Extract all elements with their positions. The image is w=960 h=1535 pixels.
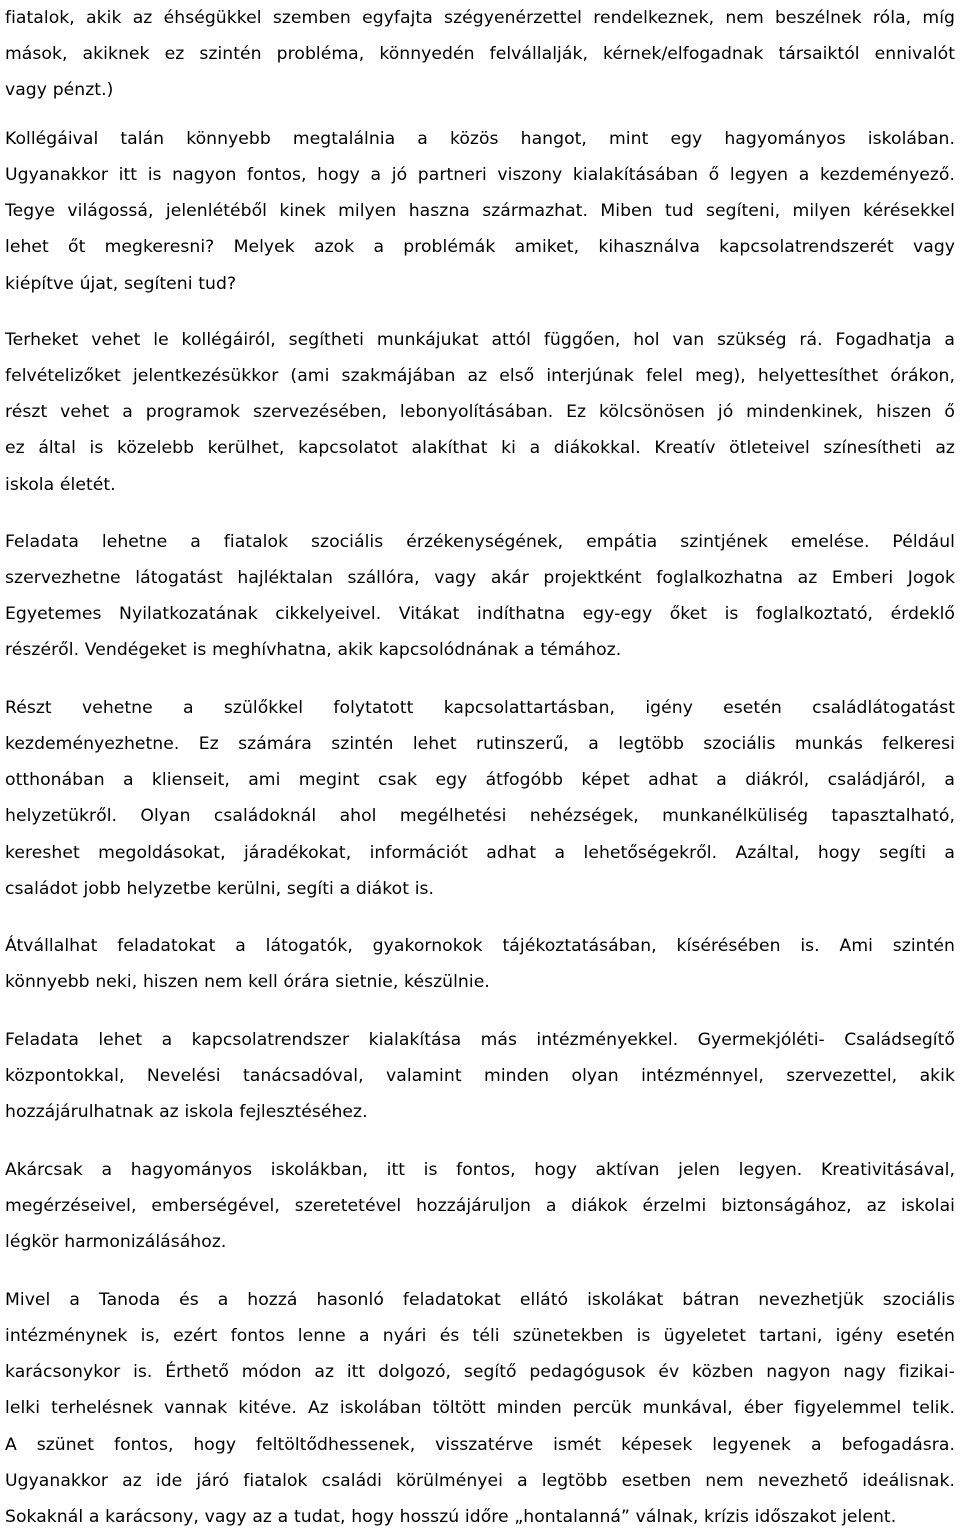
text-line: ez által is közelebb kerülhet, kapcsolatot alakíthat ki a diákokkal. Kreatív ötleteivel színesítheti az (5, 438, 955, 459)
text-line: központokkal, Nevelési tanácsadóval, valamint minden olyan intézménnyel, szervezettel, akik (5, 1066, 955, 1087)
paragraph-1 (5, 0, 955, 108)
text-line: légkör harmonizálásához. (5, 1232, 227, 1253)
text-line: fiatalok, akik az éhségükkel szemben egyfajta szégyenérzettel rendelkeznek, nem beszélnek róla, míg (5, 8, 955, 28)
text-line: Feladata lehet a kapcsolatrendszer kialakítása más intézményekkel. Gyermekjóléti- Családsegítő (5, 1030, 955, 1050)
text-line: kereshet megoldásokat, járadékokat, információt adhat a lehetőségekről. Azáltal, hogy segíti a (5, 842, 955, 863)
text-line: Feladata lehetne a fiatalok szociális érzékenységének, empátia szintjének emelése. Például (5, 532, 955, 552)
text-line: helyzetükről. Olyan családoknál ahol megélhetési nehézségek, munkanélküliség tapasztalható, (5, 806, 955, 827)
text-line: Átvállalhat feladatokat a látogatók, gyakornokok tájékoztatásában, kísérésében is. Ami szintén (5, 936, 955, 956)
text-line: Ugyanakkor az ide járó fiatalok családi körülményei a legtöbb esetben nem nevezhető ideálisnak. (5, 1470, 955, 1491)
text-line: Kollégáival talán könnyebb megtalálnia a közös hangot, mint egy hagyományos iskolában. (5, 129, 955, 149)
text-line: intézménynek is, ezért fontos lenne a nyári és téli szünetekben is ügyeletet tartani, igény esetén (5, 1326, 955, 1347)
text-line: iskola életét. (5, 474, 116, 495)
text-line: Terheket vehet le kollégáiról, segítheti munkájukat attól függően, hol van szükség rá. Fogadhatja a (5, 330, 955, 350)
text-line: kiépítve újat, segíteni tud? (5, 273, 237, 294)
text-line: Tegye világossá, jelenlétéből kinek milyen haszna származhat. Miben tud segíteni, milyen kérésekkel (5, 201, 955, 222)
text-line: családot jobb helyzetbe kerülni, segíti a diákot is. (5, 878, 435, 899)
paragraph-4 (5, 524, 955, 669)
text-line: hozzájárulhatnak az iskola fejlesztéséhez. (5, 1102, 368, 1123)
text-line: Sokaknál a karácsony, vagy az a tudat, hogy hosszú időre „hontalanná” válnak, krízis időszakot jelent. (5, 1506, 897, 1527)
text-line: szervezhetne látogatást hajléktalan szállóra, vagy akár projektként foglalkozhatna az Emberi Jogok (5, 568, 955, 589)
paragraph-8 (5, 1152, 955, 1260)
text-line: Akárcsak a hagyományos iskolákban, itt is fontos, hogy aktívan jelen legyen. Kreativitásával, (5, 1160, 955, 1180)
text-line: lelki terhelésnek vannak kitéve. Az iskolában töltött minden percük munkával, éber figyelemmel telik. (5, 1398, 955, 1419)
text-line: részéről. Vendégeket is meghívhatna, akik kapcsolódnának a témához. (5, 640, 622, 661)
text-line: lehet őt megkeresni? Melyek azok a problémák amiket, kihasználva kapcsolatrendszerét vagy (5, 237, 955, 258)
text-line: Részt vehetne a szülőkkel folytatott kapcsolattartásban, igény esetén családlátogatást (5, 698, 955, 718)
text-line: megérzéseivel, emberségével, szeretetével hozzájáruljon a diákok érzelmi biztonságához, az iskolai (5, 1196, 955, 1217)
text-line: mások, akiknek ez szintén probléma, könnyedén felvállalják, kérnek/elfogadnak társaiktól ennivalót (5, 44, 955, 65)
text-line: könnyebb neki, hiszen nem kell órára sietnie, készülnie. (5, 972, 490, 993)
text-line: kezdeményezhetne. Ez számára szintén lehet rutinszerű, a legtöbb szociális munkás felkeresi (5, 734, 955, 755)
paragraph-9 (5, 1282, 955, 1535)
text-line: karácsonykor is. Érthető módon az itt dolgozó, segítő pedagógusok év közben nagyon nagy fizikai- (5, 1362, 955, 1383)
paragraph-5 (5, 690, 955, 907)
text-line: Mivel a Tanoda és a hozzá hasonló feladatokat ellátó iskolákat bátran nevezhetjük szociális (5, 1290, 955, 1310)
paragraph-7 (5, 1022, 955, 1130)
paragraph-6 (5, 928, 955, 1000)
text-line: részt vehet a programok szervezésében, lebonyolításában. Ez kölcsönösen jó mindenkinek, hiszen ő (5, 402, 955, 423)
text-line: Egyetemes Nyilatkozatának cikkelyeivel. Vitákat indíthatna egy-egy őket is foglalkoztató, érdeklő (5, 604, 955, 625)
text-line: vagy pénzt.) (5, 80, 114, 101)
text-line: otthonában a klienseit, ami megint csak egy átfogóbb képet adhat a diákról, családjáról, a (5, 770, 955, 791)
text-line: felvételizőket jelentkezésükkor (ami szakmájában az első interjúnak felel meg), helyettesíthet órákon, (5, 366, 955, 387)
paragraph-3 (5, 322, 955, 503)
text-line: Ugyanakkor itt is nagyon fontos, hogy a jó partneri viszony kialakításában ő legyen a kezdeményező. (5, 165, 955, 186)
paragraph-2 (5, 121, 955, 302)
text-line: A szünet fontos, hogy feltöltődhessenek, visszatérve ismét képesek legyenek a befogadásra. (5, 1434, 955, 1455)
